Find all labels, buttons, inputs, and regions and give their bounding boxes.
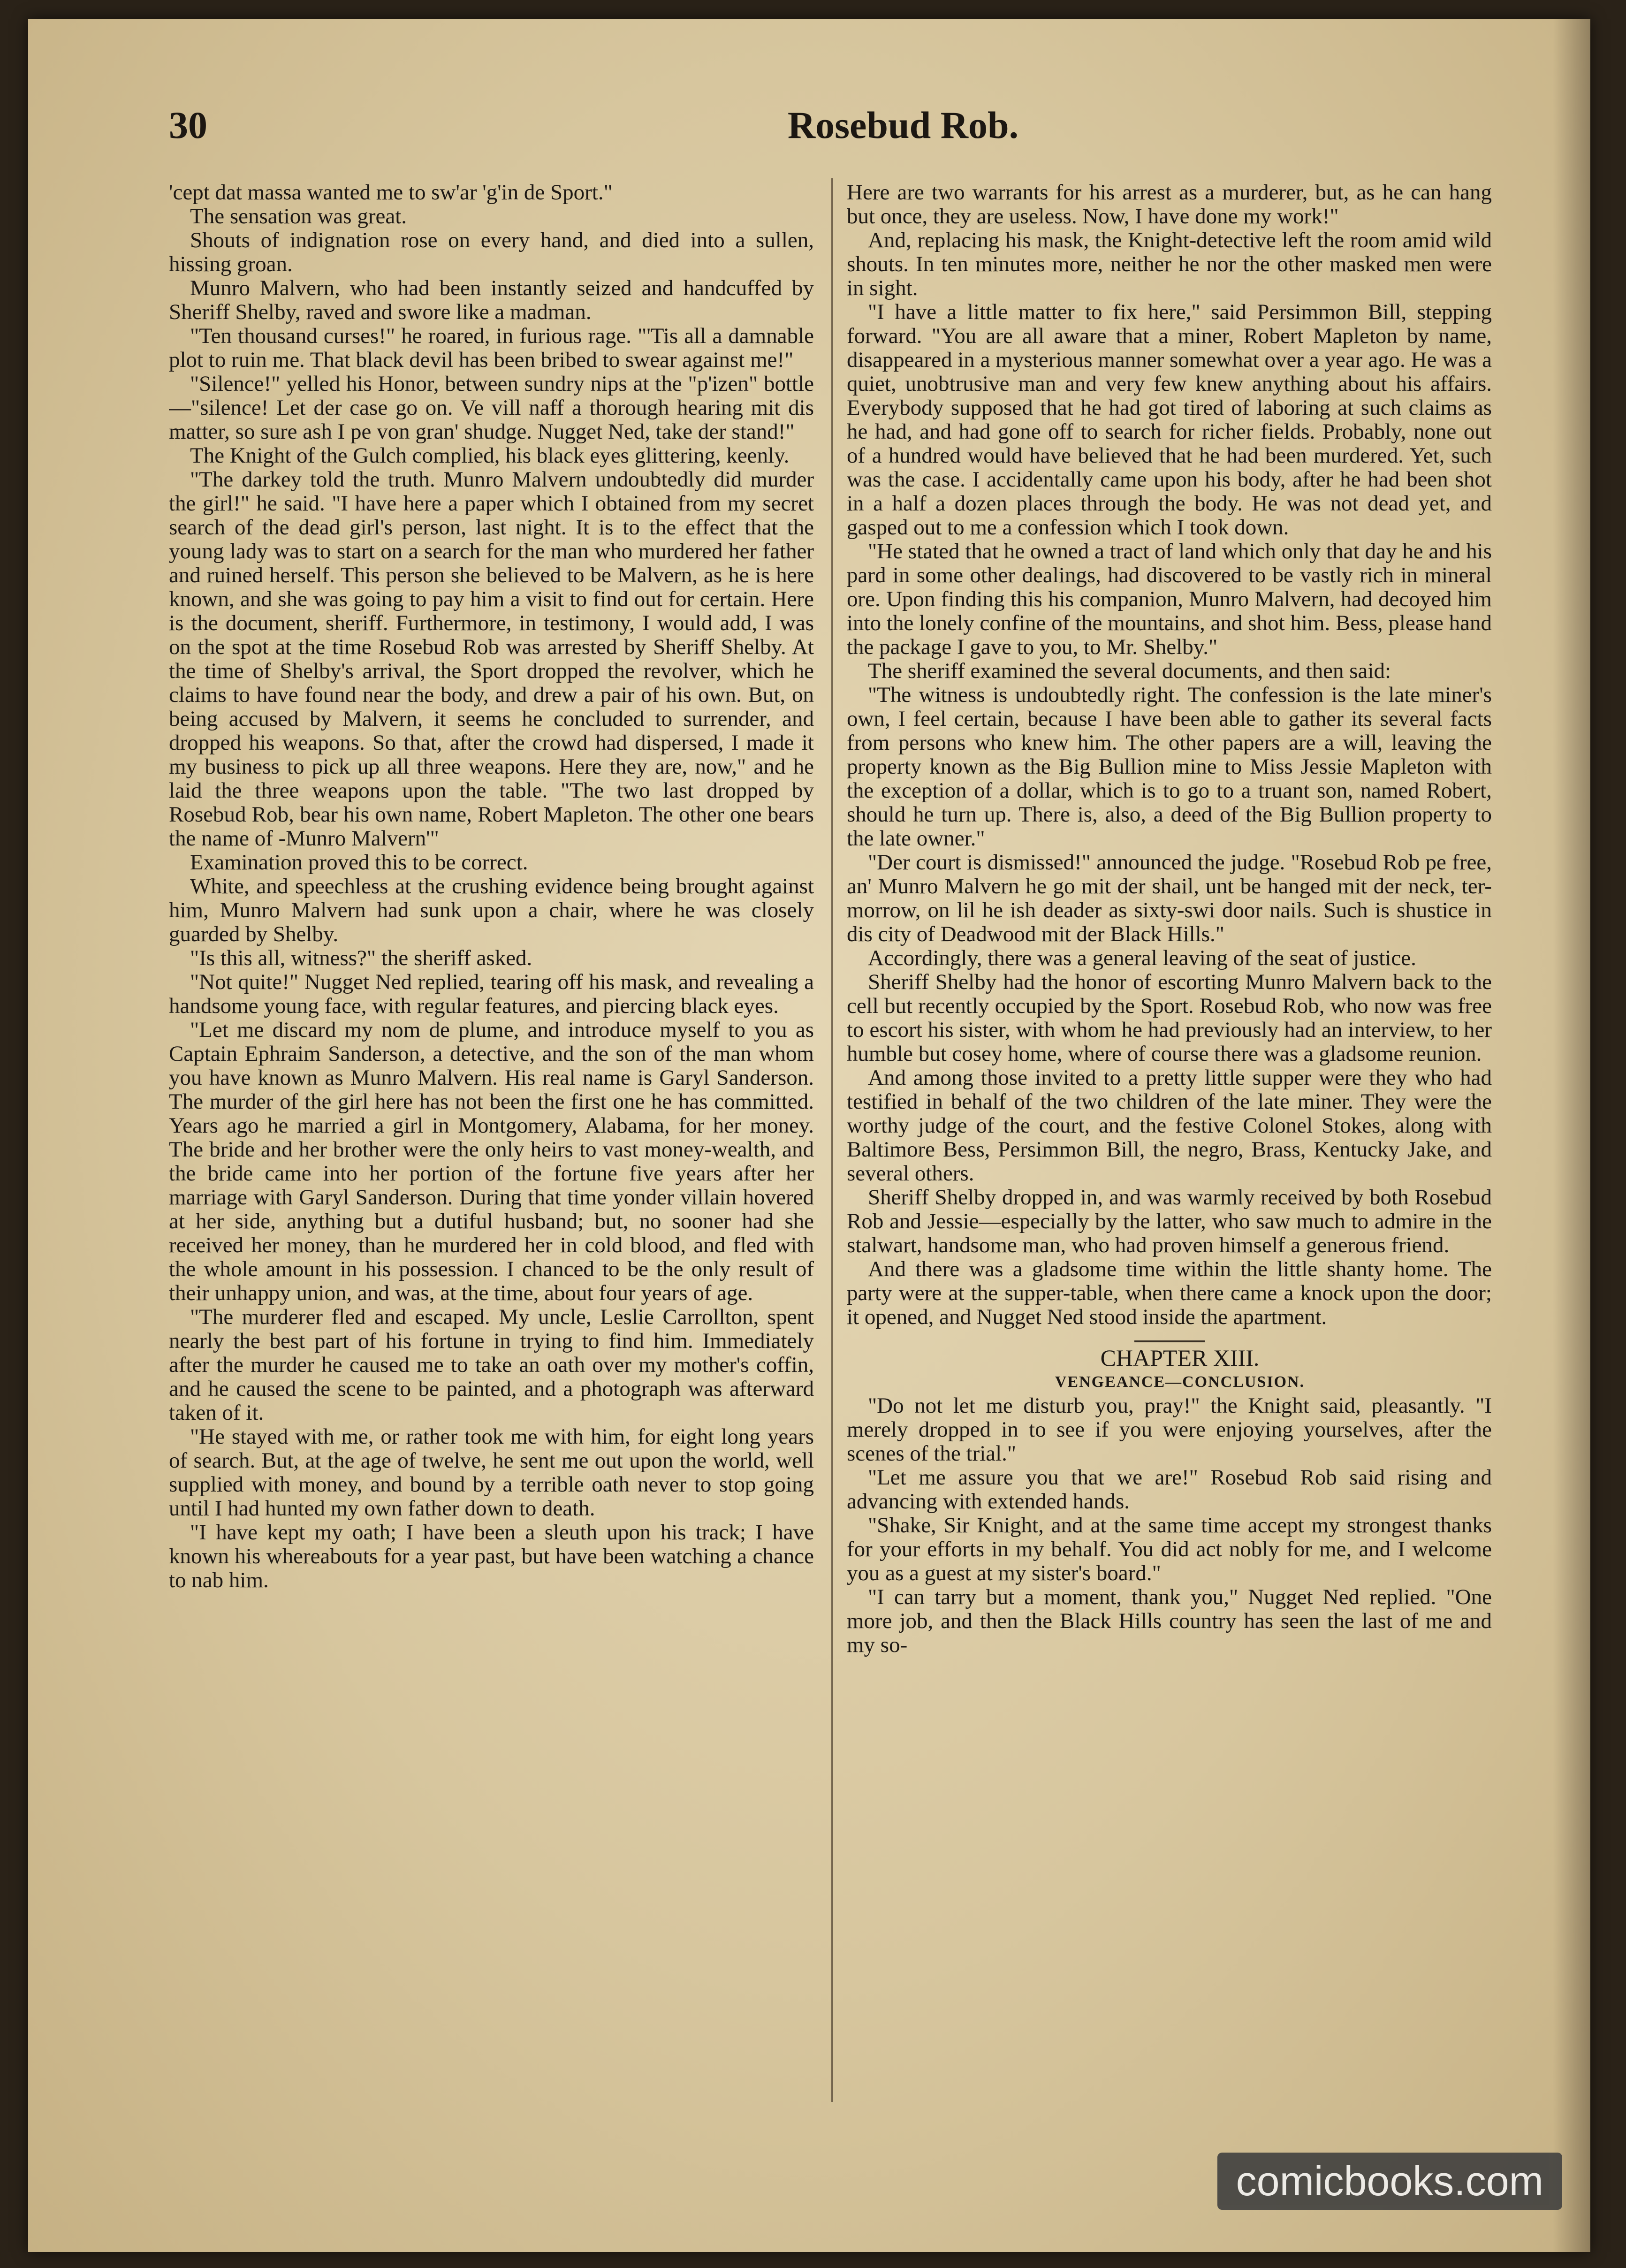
chapter-subtitle: VENGEANCE—CONCLUSION. (1055, 1373, 1305, 1391)
right-column-first-part (847, 181, 1492, 1329)
paragraph: And there was a gladsome time within the little shanty home. The party were at the supper-table, when there came a knock upon the door; it opened, and Nugget Ned stood inside the apartment. (847, 1257, 1492, 1329)
paragraph: "Silence!" yelled his Honor, between sundry nips at the "p'izen" bottle—"silence! Let der case go on. Ve vill naff a thorough hearing mit dis matter, so sure ash I pe von gran' shudge. Nugget Ned, take der stand!" (169, 372, 814, 444)
paragraph: Munro Malvern, who had been instantly seized and handcuffed by Sheriff Shelby, raved and swore like a madman. (169, 276, 814, 324)
paragraph: "Der court is dismissed!" announced the judge. "Rosebud Rob pe free, an' Munro Malvern he go mit der shail, unt be hanged mit der neck, ter-morrow, on lil he ish deader as sixty-swi door nails. Such is shustice in dis city of Deadwood mit der Black Hills." (847, 850, 1492, 946)
paragraph: "Is this all, witness?" the sheriff asked. (190, 946, 532, 970)
paragraph: Sheriff Shelby had the honor of escorting Munro Malvern back to the cell but recently occupied by the Sport. Rosebud Rob, who now was free to escort his sister, with whom he had previously had an interview, to her humble but cosey home, where of course there was a gladsome reunion. (847, 970, 1492, 1066)
paragraph: The Knight of the Gulch complied, his black eyes glittering, keenly. (190, 443, 790, 468)
watermark: comicbooks.com (1217, 2153, 1562, 2210)
column-divider (831, 178, 833, 2102)
paragraph: White, and speechless at the crushing evidence being brought against him, Munro Malvern had sunk upon a chair, where he was closely guarded by Shelby. (169, 874, 814, 946)
paragraph: Shouts of indignation rose on every hand, and died into a sullen, hissing groan. (169, 228, 814, 276)
paragraph: "The witness is undoubtedly right. The confession is the late miner's own, I feel certain, because I have been able to gather its several facts from persons who knew him. The other papers are a will, leaving the property known as the Big Bullion mine to Miss Jessie Mapleton with the exception of a dollar, which is to go to a truant son, named Robert, should he turn up. There is, also, a deed of the Big Bullion property to the late owner." (847, 683, 1492, 851)
right-column (847, 181, 1492, 2095)
page-header (145, 103, 1501, 155)
paragraph: Examination proved this to be correct. (190, 850, 528, 875)
paragraph: "I have kept my oath; I have been a sleuth upon his track; I have known his whereabouts for a year past, but have been watching a chance to nab him. (169, 1520, 814, 1592)
page-number: 30 (169, 104, 207, 146)
chapter-separator-rule (1134, 1340, 1205, 1342)
paragraph: "He stayed with me, or rather took me with him, for eight long years of search. But, at the age of twelve, he sent me out upon the world, well supplied with money, and bound by a terrible oath never to stop going until I had hunted my own father down to death. (169, 1424, 814, 1521)
paragraph: The sheriff examined the several documents, and then said: (868, 659, 1391, 683)
paragraph: "Let me assure you that we are!" Rosebud Rob said rising and advancing with extended hands. (847, 1465, 1492, 1514)
paragraph: "Let me discard my nom de plume, and introduce myself to you as Captain Ephraim Sanderson, a detective, and the son of the man whom you have known as Munro Malvern. His real name is Garyl Sanderson. The murder of the girl here has not been the first one he has committed. Years ago he married a girl in Montgomery, Alabama, for her money. The bride and her brother were the only heirs to vast money-wealth, and the bride came into her portion of the fortune five years after her marriage with Garyl Sanderson. During that time yonder villain hovered at her side, anything but a dutiful husband; but, no sooner had she received her money, than he murdered her in cold blood, and fled with the whole amount in his possession. I chanced to be the only result of their unhappy union, and was, at the time, about four years of age. (169, 1018, 814, 1305)
left-column (169, 181, 814, 2095)
page-edge-shadow (1553, 19, 1590, 2252)
paragraph: "Ten thousand curses!" he roared, in furious rage. "'Tis all a damnable plot to ruin me. That black devil has been bribed to swear against me!" (169, 324, 814, 372)
paragraph: "Do not let me disturb you, pray!" the Knight said, pleasantly. "I merely dropped in to see if you were enjoying yourselves, after the scenes of the trial." (847, 1393, 1492, 1466)
paragraph: Sheriff Shelby dropped in, and was warmly received by both Rosebud Rob and Jessie—especially by the latter, who saw much to admire in the stalwart, handsome man, who had proven himself a generous friend. (847, 1185, 1492, 1257)
magazine-page (28, 19, 1590, 2252)
paragraph: 'cept dat massa wanted me to sw'ar 'g'in de Sport." (169, 181, 613, 205)
paragraph: Accordingly, there was a general leaving of the seat of justice. (868, 946, 1416, 970)
paragraph: "The murderer fled and escaped. My uncle, Leslie Carrollton, spent nearly the best part of his fortune in trying to find him. Immediately after the murder he caused me to take an oath over my mother's coffin, and he caused the scene to be painted, and a photograph was afterward taken of it. (169, 1305, 814, 1425)
paragraph: "I can tarry but a moment, thank you," Nugget Ned replied. "One more job, and then the Black Hills country has seen the last of me and my so- (847, 1585, 1492, 1657)
paragraph: "He stated that he owned a tract of land which only that day he and his pard in some other dealings, had discovered to be vastly rich in mineral ore. Upon finding this his companion, Munro Malvern, had decoyed him into the lonely confine of the mountains, and shot him. Bess, please hand the package I gave to you, to Mr. Shelby." (847, 539, 1492, 659)
paragraph: And among those invited to a pretty little supper were they who had testified in behalf of the two children of the late miner. They were the worthy judge of the court, and the festive Colonel Stokes, along with Baltimore Bess, Persimmon Bill, the negro, Brass, Kentucky Jake, and several others. (847, 1066, 1492, 1186)
running-title: Rosebud Rob. (787, 104, 1019, 146)
right-column-chapter-text (847, 1394, 1492, 1657)
paragraph: "I have a little matter to fix here," said Persimmon Bill, stepping forward. "You are all aware that a miner, Robert Mapleton by name, disappeared in a mysterious manner somewhat over a year ago. He was a quiet, unobtrusive man and very few knew anything about his affairs. Everybody supposed that he had got tired of laboring at such claims as he had, and had gone off to search for richer fields. Probably, none out of a hundred would have believed that he had been murdered. Yet, such was the case. I accidentally came upon his body, after he had been shot in a half a dozen places through the body. He was not dead yet, and gasped out to me a confession which I took down. (847, 300, 1492, 540)
paragraph: And, replacing his mask, the Knight-detective left the room amid wild shouts. In ten minutes more, neither he nor the other masked men were in sight. (847, 228, 1492, 300)
chapter-title: CHAPTER XIII. (1100, 1345, 1260, 1371)
paragraph: "Not quite!" Nugget Ned replied, tearing off his mask, and revealing a handsome young face, with regular features, and piercing black eyes. (169, 970, 814, 1018)
paragraph: The sensation was great. (190, 204, 407, 228)
paragraph: "Shake, Sir Knight, and at the same time accept my strongest thanks for your efforts in my behalf. You did act nobly for me, and I welcome you as a guest at my sister's board." (847, 1513, 1492, 1585)
paragraph: Here are two warrants for his arrest as a murderer, but, as he can hang but once, they are useless. Now, I have done my work!" (847, 181, 1492, 228)
paragraph: "The darkey told the truth. Munro Malvern undoubtedly did murder the girl!" he said. "I have here a paper which I obtained from my secret search of the dead girl's person, last night. It is to the effect that the young lady was to start on a search for the man who murdered her father and ruined herself. This person she believed to be Malvern, as he is here known, and she was going to pay him a visit to find out for certain. Here is the document, sheriff. Furthermore, in testimony, I would add, I was on the spot at the time Rosebud Rob was arrested by Sheriff Shelby. At the time of Shelby's arrival, the Sport dropped the revolver, which he claims to have found near the body, and drew a pair of his own. But, on being accused by Malvern, it seems he concluded to surrender, and dropped his weapons. So that, after the crowd had dispersed, I made it my business to pick up all three weapons. Here they are, now," and he laid the three weapons upon the table. "The two last dropped by Rosebud Rob, bear his own name, Robert Mapleton. The other one bears the name of -Munro Malvern'" (169, 467, 814, 851)
